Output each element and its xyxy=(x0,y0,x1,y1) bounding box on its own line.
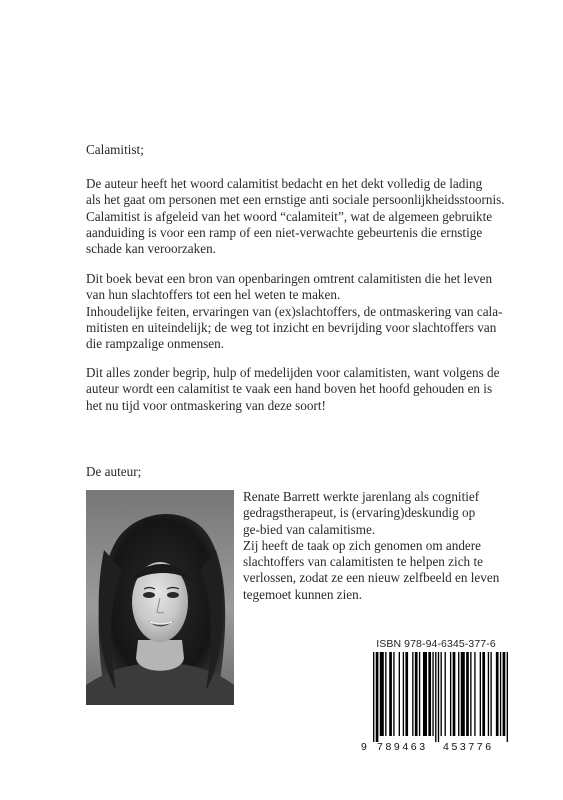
author-photo xyxy=(86,490,234,705)
barcode-bars xyxy=(361,652,511,742)
barcode-bar xyxy=(445,652,446,736)
isbn-label: ISBN 978-94-6345-377-6 xyxy=(376,638,496,650)
author-bio-line: verlossen, zodat ze een nieuw zelfbeeld en leven xyxy=(243,570,500,586)
intro-paragraph xyxy=(86,176,506,257)
barcode-bar xyxy=(490,652,491,736)
barcode-bar xyxy=(423,652,427,736)
barcode-bar xyxy=(393,652,394,736)
barcode-bar xyxy=(385,652,386,736)
book-paragraph xyxy=(86,271,506,352)
barcode-bar xyxy=(376,652,379,742)
intro-line: als het gaat om personen met een ernstige anti sociale persoonlijkheidsstoornis. xyxy=(86,192,505,208)
barcode-bar xyxy=(435,652,436,742)
barcode-bar xyxy=(507,652,508,742)
isbn-digit-first: 9 xyxy=(361,741,367,753)
barcode-bar xyxy=(438,652,439,742)
barcode-bar xyxy=(450,652,451,736)
intro-line: De auteur heeft het woord calamitist bedacht en het dekt volledig de lading xyxy=(86,176,483,191)
book-line: Inhoudelijke feiten, ervaringen van (ex)slachtoffers, de ontmaskering van cala- xyxy=(86,303,503,319)
author-bio-line: Zij heeft de taak op zich genomen om andere xyxy=(243,537,482,553)
intro-line: aanduiding is voor een ramp of een niet-verwachte gebeurtenis die ernstige xyxy=(86,224,483,240)
barcode-bar xyxy=(496,652,499,736)
section-title-text: Calamitist; xyxy=(86,142,144,157)
barcode-bar xyxy=(453,652,456,736)
author-label-text: De auteur; xyxy=(86,464,142,479)
barcode-bar xyxy=(432,652,433,736)
barcode-bar xyxy=(461,652,465,736)
barcode-bar xyxy=(428,652,431,736)
barcode-bar xyxy=(480,652,481,736)
author-portrait-illustration xyxy=(86,490,234,705)
barcode-bar xyxy=(419,652,420,736)
intro-line: Calamitist is afgeleid van het woord “calamiteit”, wat de algemeen gebruikte xyxy=(86,208,493,224)
section-title xyxy=(86,142,506,158)
barcode-bar xyxy=(474,652,475,736)
author-label xyxy=(86,464,506,480)
book-line: Dit boek bevat een bron van openbaringen omtrent calamitisten die het leven xyxy=(86,271,493,286)
barcode-bar xyxy=(441,652,442,736)
author-bio-line: slachtoffers van calamitisten te helpen zich te xyxy=(243,554,483,570)
isbn-digits-right: 453776 xyxy=(443,741,494,753)
author-bio-line: gedragstherapeut, is (ervaring)deskundig op xyxy=(243,505,476,521)
author-bio-line: Renate Barrett werkte jarenlang als cognitief xyxy=(243,489,480,504)
barcode-bar xyxy=(415,652,418,736)
barcode-bar xyxy=(500,652,501,736)
barcode-bar xyxy=(380,652,384,736)
closing-line: het nu tijd voor ontmaskering van deze soort! xyxy=(86,397,326,413)
barcode-bar xyxy=(399,652,400,736)
barcode-bar xyxy=(470,652,471,736)
author-bio-line: ge-bied van calamitisme. xyxy=(243,521,376,537)
intro-line: schade kan veroorzaken. xyxy=(86,241,216,257)
book-line: van hun slachtoffers tot een hel weten te maken. xyxy=(86,287,341,303)
barcode-bar xyxy=(503,652,506,736)
book-line: mitisten en uiteindelijk; de weg tot inzicht en bevrijding voor slachtoffers van xyxy=(86,319,497,335)
barcode-bar xyxy=(389,652,392,736)
book-line: die rampzalige onmensen. xyxy=(86,336,225,352)
author-bio xyxy=(243,489,513,603)
barcode-bar xyxy=(458,652,459,736)
author-bio-line: tegemoet kunnen zien. xyxy=(243,586,363,602)
barcode-bar xyxy=(466,652,469,736)
barcode-bar xyxy=(373,652,374,742)
barcode-bar xyxy=(405,652,408,736)
barcode-bar xyxy=(488,652,489,736)
isbn-digits-left: 789463 xyxy=(377,741,428,753)
isbn-barcode xyxy=(361,638,511,771)
closing-line: Dit alles zonder begrip, hulp of medelijden voor calamitisten, want volgens de xyxy=(86,365,500,380)
closing-line: auteur wordt een calamitist te vaak een hand boven het hoofd gehouden en is xyxy=(86,381,493,397)
barcode-bar xyxy=(482,652,485,736)
closing-paragraph xyxy=(86,365,506,414)
barcode-bar xyxy=(403,652,404,736)
barcode-bar xyxy=(412,652,413,736)
